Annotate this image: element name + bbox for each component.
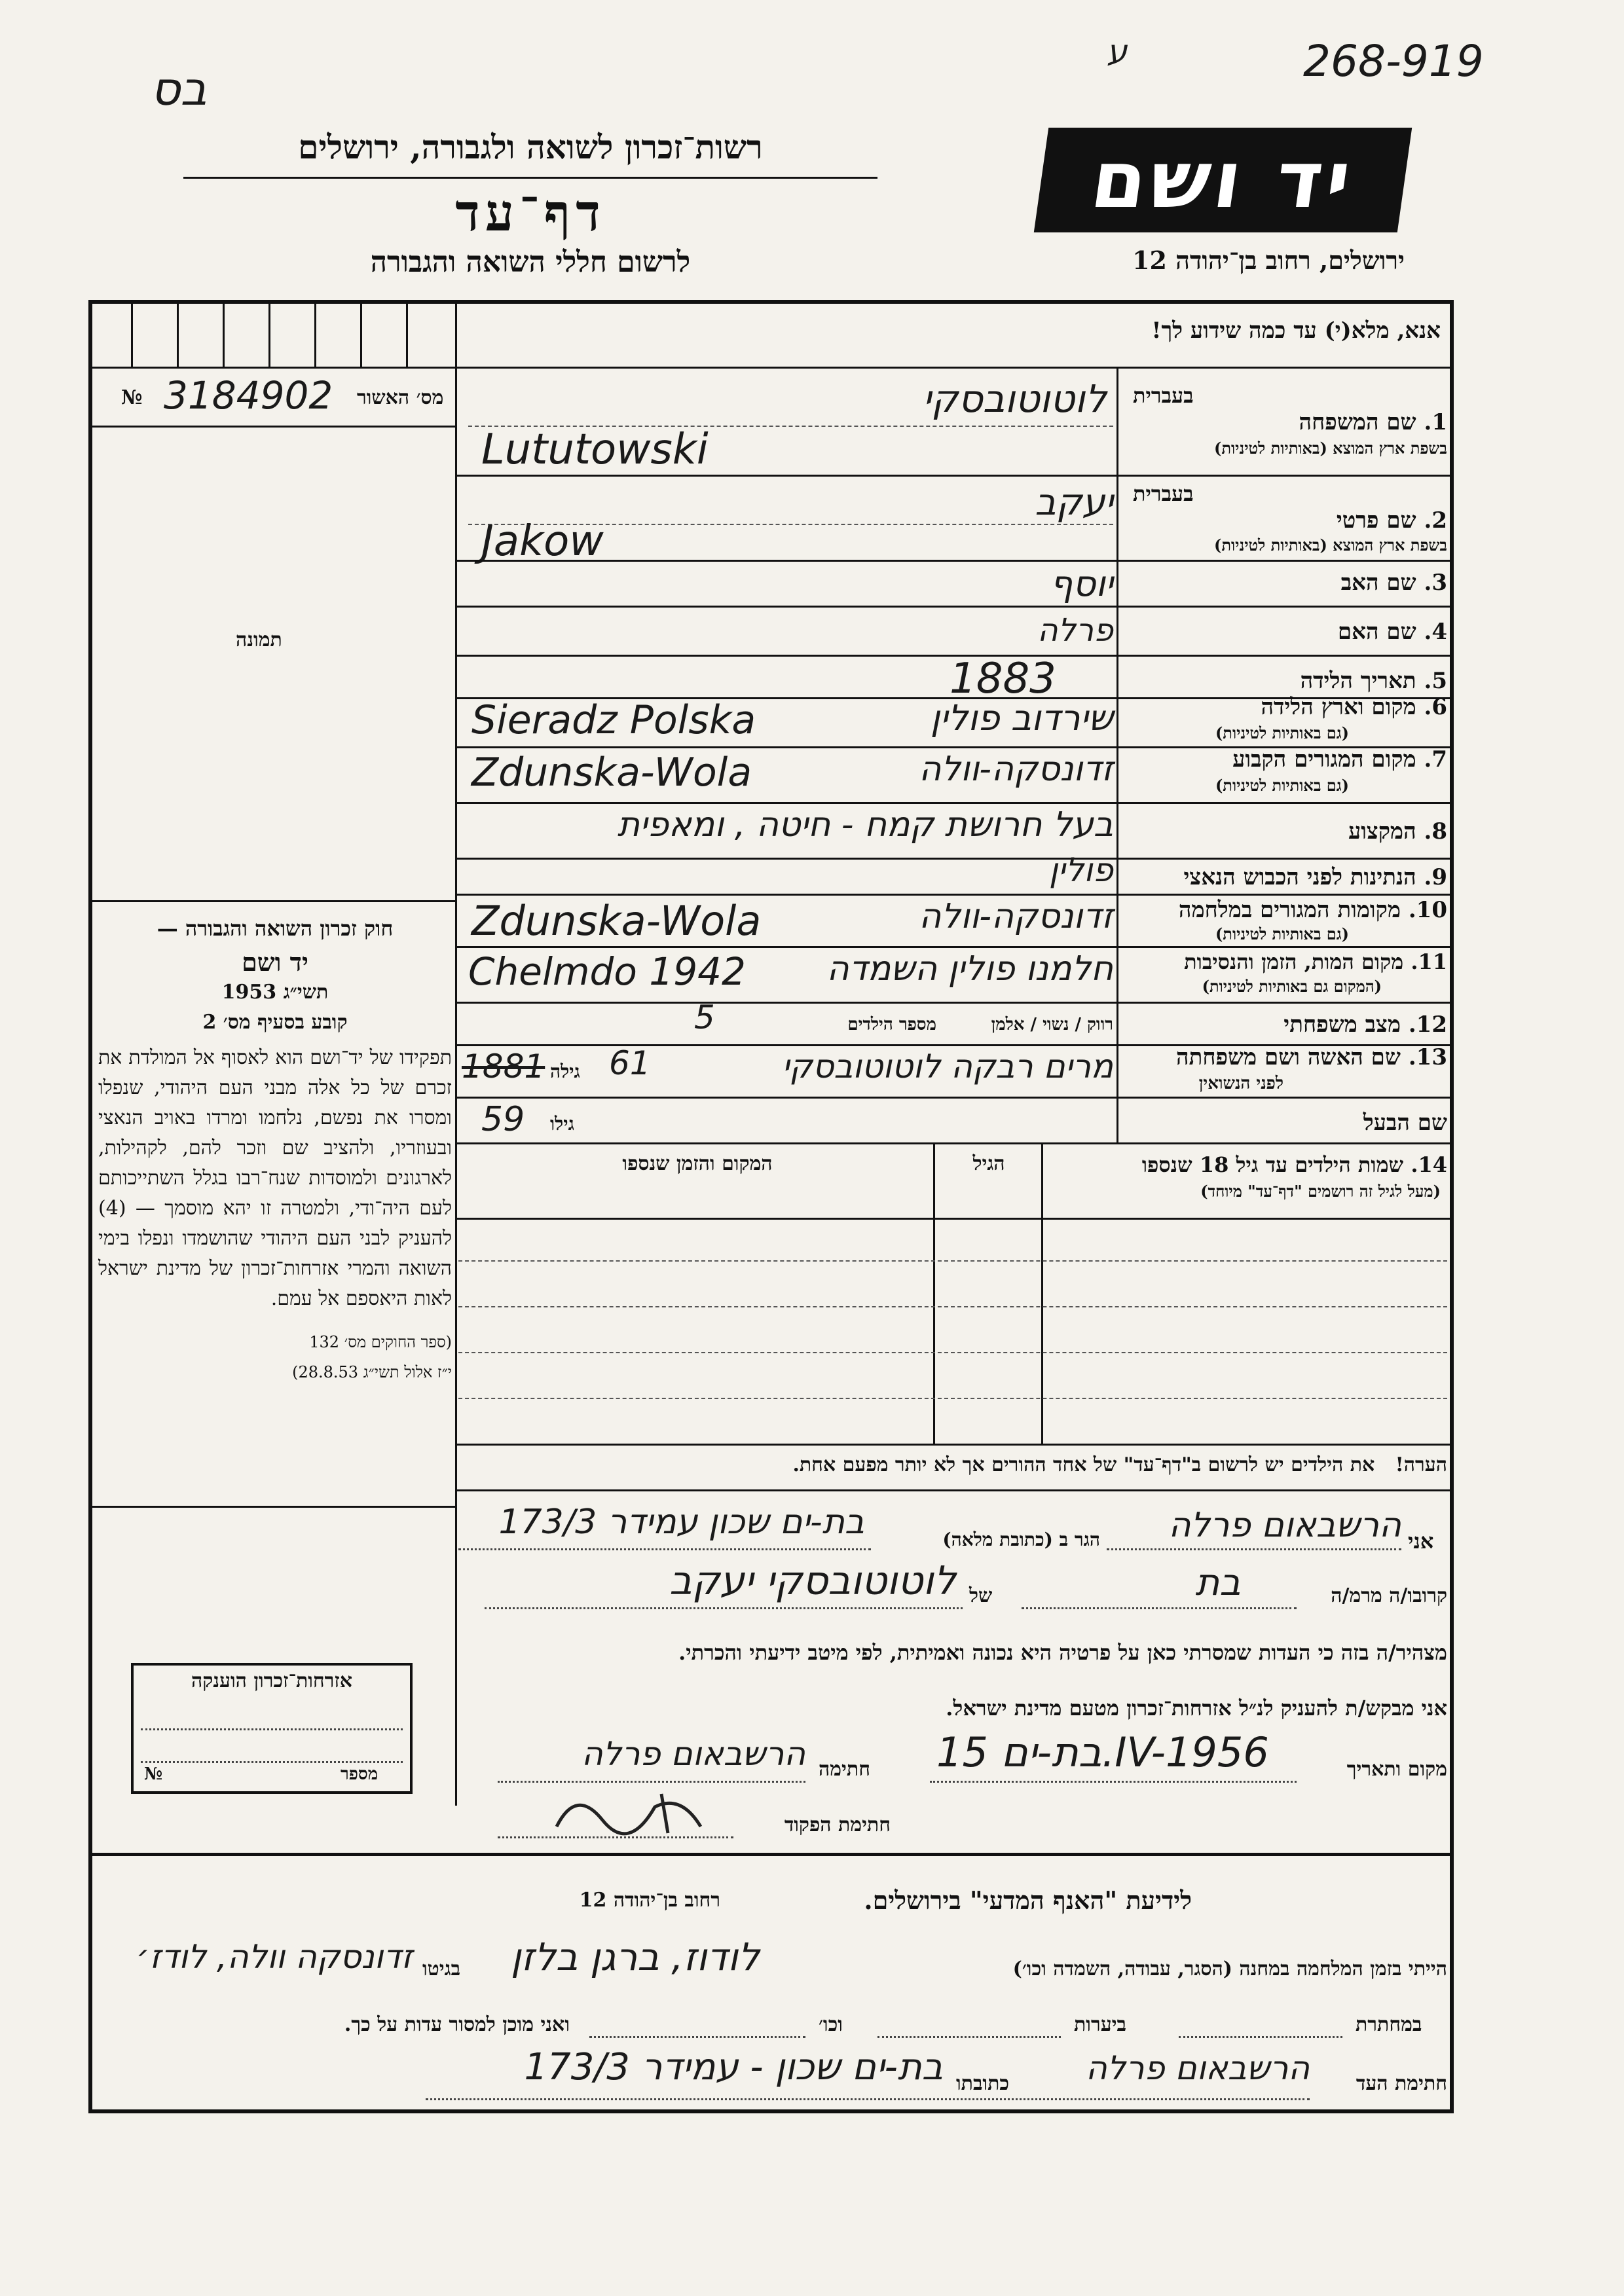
field-2-label: 2. שם פרטי (1336, 507, 1447, 534)
field-13-age-value: 61 (609, 1044, 651, 1082)
field-10-label: 10. מקומות המגורים במלחמה (1178, 897, 1447, 923)
field-1-label: 1. שם המשפחה (1299, 409, 1447, 435)
law-body: תפקידו של יד־ושם הוא לאסוף אל המולדת את זכרם של כל אלה מבני העם היהודי, שנפלו ומסרו את נפשם, נלחמו ומרדו באויב הנאצי ובעוזריו, ולהציב שם וזכר להם, לקהילות, לארגונים ולמוסדות שנח־רבו בגלל השתייכותם לעם היה־ודי, ולמטרה זו יהא מוסמך — (4) להעניק לבני העם היהודי שהושמדו ונפלו בימי השואה והמרי אזרחות־זכרון של מדינת ישראל לאות היאספם אל עמם. (98, 1046, 452, 1310)
witness-signature-label: חתימת העד (1356, 2072, 1447, 2095)
field-5-label: 5. תאריך הלידה (1300, 668, 1447, 694)
left-column-divider (455, 300, 457, 1806)
place-date-value: בת-ים 15.IV-1956 (936, 1728, 1269, 1776)
stamp-title: אזרחות־זכרון הוענקה (191, 1669, 353, 1692)
institution-address: ירושלים, רחוב בן־יהודה 12 (1132, 246, 1405, 275)
declaration-statement: מצהיר/ה בזה כי העדות שמסרתי כאן על פרטיה היא נכונה ואמיתית, לפי מיטב ידיעתי והכרתי. (678, 1640, 1447, 1665)
children-row-4 (458, 1398, 1447, 1399)
witness-address-label: כתובתו (956, 2072, 1010, 2095)
children-row-3 (458, 1352, 1447, 1353)
witness-address-value: בת-ים שכון - עמידר 173/3 (524, 2046, 943, 2088)
of-name: לוטוטובסקי יעקב (669, 1558, 956, 1604)
witness-signature: הרשבאום פרלה (1086, 2049, 1310, 2087)
field-9-label: 9. הנתינות לפני הכבוש הנאצי (1183, 864, 1447, 890)
children-table-sub: (מעל לגיל זה רושמים "דף־עד" מיוחד) (1200, 1182, 1441, 1201)
of-label: של (969, 1584, 993, 1607)
officer-signature-label: חתימת הפקוד (784, 1813, 891, 1836)
field-9-value: פולין (1048, 851, 1113, 889)
witness-ready-label: ואני מוכן למסור עדות על כך. (344, 2013, 570, 2036)
witness-address: רחוב בן־יהודה 12 (579, 1889, 720, 1912)
yad-vashem-logo: יד ושם (1034, 128, 1412, 232)
field-11-value-latin: Chelmdo 1942 (468, 949, 746, 994)
relation-value: בת (1195, 1561, 1241, 1604)
law-clause: קובע בסעיף מס׳ 2 (202, 1011, 348, 1034)
field-1-tag: בעברית (1133, 383, 1194, 408)
field-6-sub: (גם באותיות לטיניות) (1215, 723, 1349, 742)
field-6-label: 6. מקום וארץ הלידה (1261, 694, 1447, 720)
witness-title: לידיעת "האנף המדעי" בירושלים. (864, 1886, 1192, 1915)
registration-number: 3184902 (164, 373, 333, 418)
field-10-sub: (גם באותיות לטיניות) (1215, 924, 1349, 943)
children-row-2 (458, 1306, 1447, 1307)
field-13-value: מרים רבקה לוטוטובסקי (782, 1048, 1113, 1085)
field-11-label: 11. מקום המות, הזמן והנסיבות (1184, 949, 1447, 974)
field-7-sub: (גם באותיות לטיניות) (1215, 776, 1349, 795)
field-12-children-label: מספר הילדים (847, 1015, 936, 1034)
relation-label: קרובו/ה מרמ/ה (1331, 1584, 1447, 1607)
registration-label: מס׳ האשור (357, 386, 444, 409)
witness-underground-label: במחתרת (1356, 2013, 1422, 2036)
field-13-age-label: גילה (550, 1061, 580, 1082)
field-1-value-hebrew: לוטוטובסקי (923, 376, 1107, 421)
officer-signature-scribble (550, 1781, 747, 1840)
field-13-birth-year: 1881 (462, 1048, 545, 1085)
form-subtitle: לרשום חללי השואה והגבורה (370, 246, 691, 279)
husband-label: שם הבעל (1363, 1110, 1447, 1136)
witness-ghetto-label: בגיטו (422, 1958, 461, 1980)
stamp-no-label: № (144, 1764, 163, 1784)
declaration-i: אני (1408, 1529, 1434, 1554)
field-13-sub: לפני הנשואין (1198, 1074, 1283, 1093)
declarant-name: הרשבאום פרלה (1168, 1506, 1401, 1545)
husband-age-label: גילו (550, 1113, 574, 1135)
field-8-value: בעל חרושת קמח - חיטה , ומאפית (617, 805, 1113, 845)
declarant-signature: הרשבאום פרלה (581, 1735, 805, 1773)
registration-no-label: № (121, 386, 143, 409)
stamp-number-label: מספר (341, 1764, 378, 1784)
field-5-value: 1883 (950, 655, 1056, 703)
witness-ghetto: זדונסקה וולה, לודז׳ (136, 1938, 413, 1976)
field-11-value-hebrew: חלמנו פולין השמדה (826, 949, 1113, 989)
law-name: יד ושם (242, 947, 308, 977)
address-label: הגר ב (כתובת מלאה) (942, 1529, 1100, 1550)
field-12-children-value: 5 (694, 998, 715, 1036)
law-year: תשי״ג 1953 (221, 981, 329, 1004)
field-7-label: 7. מקום המגורים הקבוע (1232, 746, 1447, 773)
field-4-label: 4. שם האם (1337, 619, 1447, 645)
field-13-label: 13. שם האשה ושם משפחתה (1176, 1044, 1447, 1070)
field-2-sub: בשפת ארץ המוצא (באותיות לטיניות) (1214, 536, 1447, 555)
photo-area (93, 426, 450, 884)
form-title: דף־עד (455, 183, 606, 243)
witness-forests-label: ביערות (1074, 2013, 1127, 2036)
field-2-tag: בעברית (1133, 481, 1194, 506)
field-7-value-latin: Zdunska-Wola (471, 750, 752, 795)
field-3-label: 3. שם האב (1340, 570, 1447, 596)
law-sidebar (98, 913, 452, 1387)
law-source-1: (ספר החוקים מס׳ 132 (309, 1333, 452, 1351)
children-age-header: הגיל (972, 1152, 1005, 1175)
field-12-label: 12. מצב משפחתי (1283, 1011, 1447, 1038)
field-6-value-latin: Sieradz Polska (471, 697, 756, 743)
field-2-value-hebrew: יעקב (1035, 481, 1113, 524)
witness-camp-label: הייתי בזמן המלחמה במחנה (הסגר, עבודה, השמדה וכו׳) (1012, 1958, 1447, 1980)
field-10-value-hebrew: זדונסקה-וולה (919, 897, 1113, 936)
corner-mark: בס (151, 62, 207, 116)
top-mark: ע (1107, 33, 1128, 71)
field-1-value-latin: Lututowski (481, 426, 709, 474)
field-8-label: 8. המקצוע (1348, 818, 1447, 845)
declarant-address: בת-ים שכון עמידר 173/3 (498, 1503, 864, 1542)
field-10-value-latin: Zdunska-Wola (471, 897, 762, 945)
field-2-value-latin: Jakow (481, 517, 604, 566)
field-3-value: יוסף (1050, 563, 1113, 604)
husband-age-value: 59 (481, 1100, 525, 1139)
tick-row-bottom (92, 367, 455, 369)
field-1-sub: בשפת ארץ המוצא (באותיות לטיניות) (1214, 439, 1447, 458)
institution-name: רשות־זכרון לשואה ולגבורה, ירושלים (298, 128, 763, 166)
law-source-2: י״ז אלול תשי״ג 28.8.53) (292, 1363, 452, 1381)
place-date-label: מקום ותאריך (1346, 1758, 1447, 1781)
witness-camp: לודוז, ברגן בלזן (511, 1935, 760, 1979)
declaration-request: אני מבקש/ת להעניק לנ״ל אזרחות־זכרון מטעם מדינת ישראל. (946, 1696, 1447, 1721)
field-7-value-hebrew: זדונסקה-וולה (919, 750, 1113, 789)
field-12-status-options: רווק / נשוי / אלמן (991, 1015, 1113, 1034)
field-4-value: פרלה (1037, 612, 1113, 649)
signature-label: חתימה (819, 1758, 870, 1781)
law-title: חוק זכרון השואה והגבורה — (157, 916, 394, 941)
field-11-sub: (המקום גם באותיות לטיניות) (1202, 977, 1382, 996)
note: הערה! את הילדים יש לרשום ב"דף־עד" של אחד ההורים אך לא יותר מפעם אחת. (792, 1453, 1447, 1476)
children-place-header: המקום והזמן שנספו (622, 1152, 773, 1175)
children-table-title: 14. שמות הילדים עד גיל 18 שנספו (1141, 1152, 1447, 1177)
photo-label: תמונה (236, 629, 282, 651)
institution-underline (183, 177, 877, 179)
label-column-divider (1116, 367, 1118, 1142)
field-6-value-hebrew: שירדוב פולין (930, 697, 1113, 738)
children-row-1 (458, 1260, 1447, 1262)
witness-etc-label: וכו׳ (819, 2013, 843, 2036)
archive-number: 268-919 (1303, 36, 1484, 86)
intro-instruction: אנא, מלא(י) עד כמה שידוע לך! (1151, 318, 1441, 344)
